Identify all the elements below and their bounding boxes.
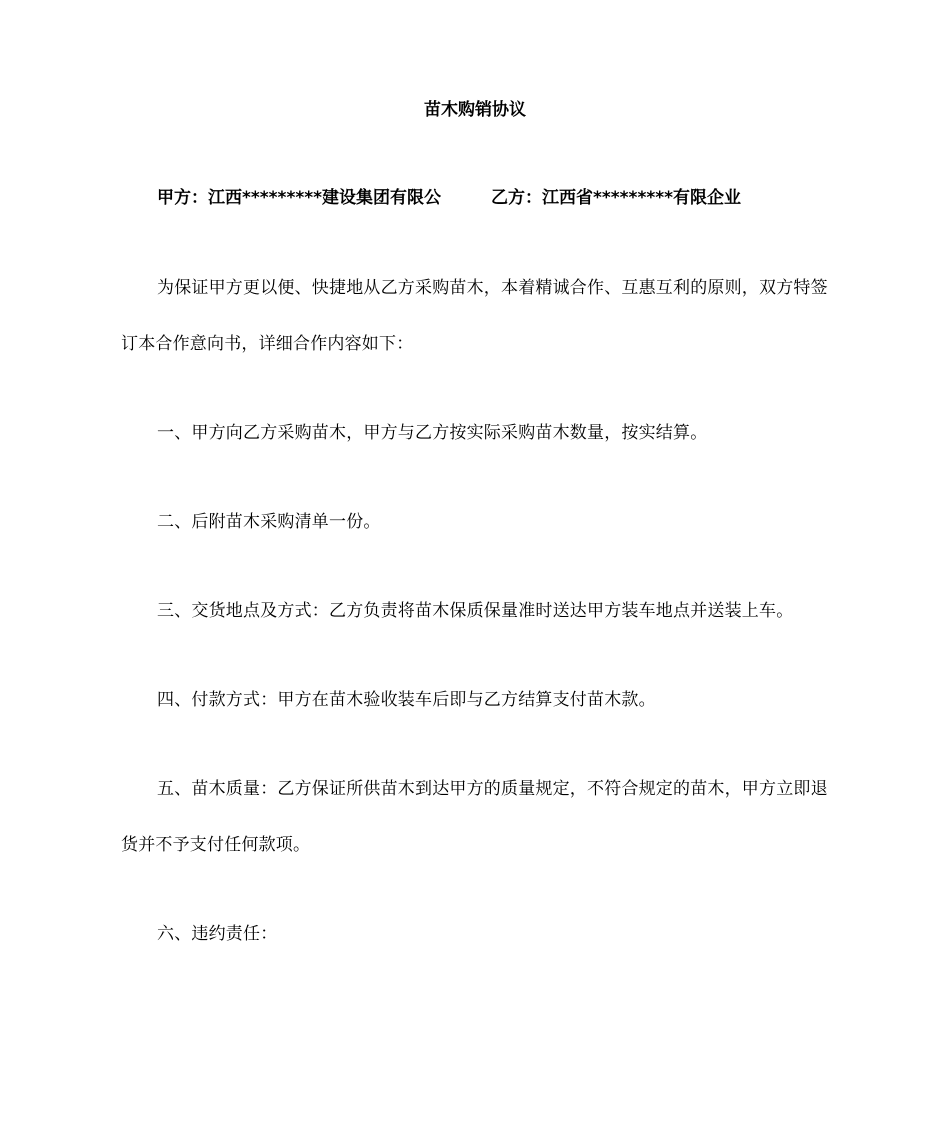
clause-3: 三、交货地点及方式：乙方负责将苗木保质保量准时送达甲方装车地点并送装上车。 — [157, 601, 794, 621]
intro-paragraph: 为保证甲方更以便、快捷地从乙方采购苗木，本着精诚合作、互惠互利的原则，双方特签订本合作意向书，详细合作内容如下： — [121, 278, 828, 354]
party-a-line: 甲方：江西*********建设集团有限公 — [157, 188, 442, 208]
clause-6: 六、违约责任： — [157, 924, 278, 944]
clause-2: 二、后附苗木采购清单一份。 — [157, 512, 381, 532]
document-title: 苗木购销协议 — [424, 100, 526, 120]
clause-4: 四、付款方式：甲方在苗木验收装车后即与乙方结算支付苗木款。 — [157, 690, 656, 710]
clause-5: 五、苗木质量：乙方保证所供苗木到达甲方的质量规定，不符合规定的苗木，甲方立即退货并不予支付任何款项。 — [121, 779, 828, 855]
clause-1: 一、甲方向乙方采购苗木，甲方与乙方按实际采购苗木数量，按实结算。 — [157, 423, 708, 443]
party-b-line: 乙方：江西省*********有限企业 — [491, 188, 742, 208]
